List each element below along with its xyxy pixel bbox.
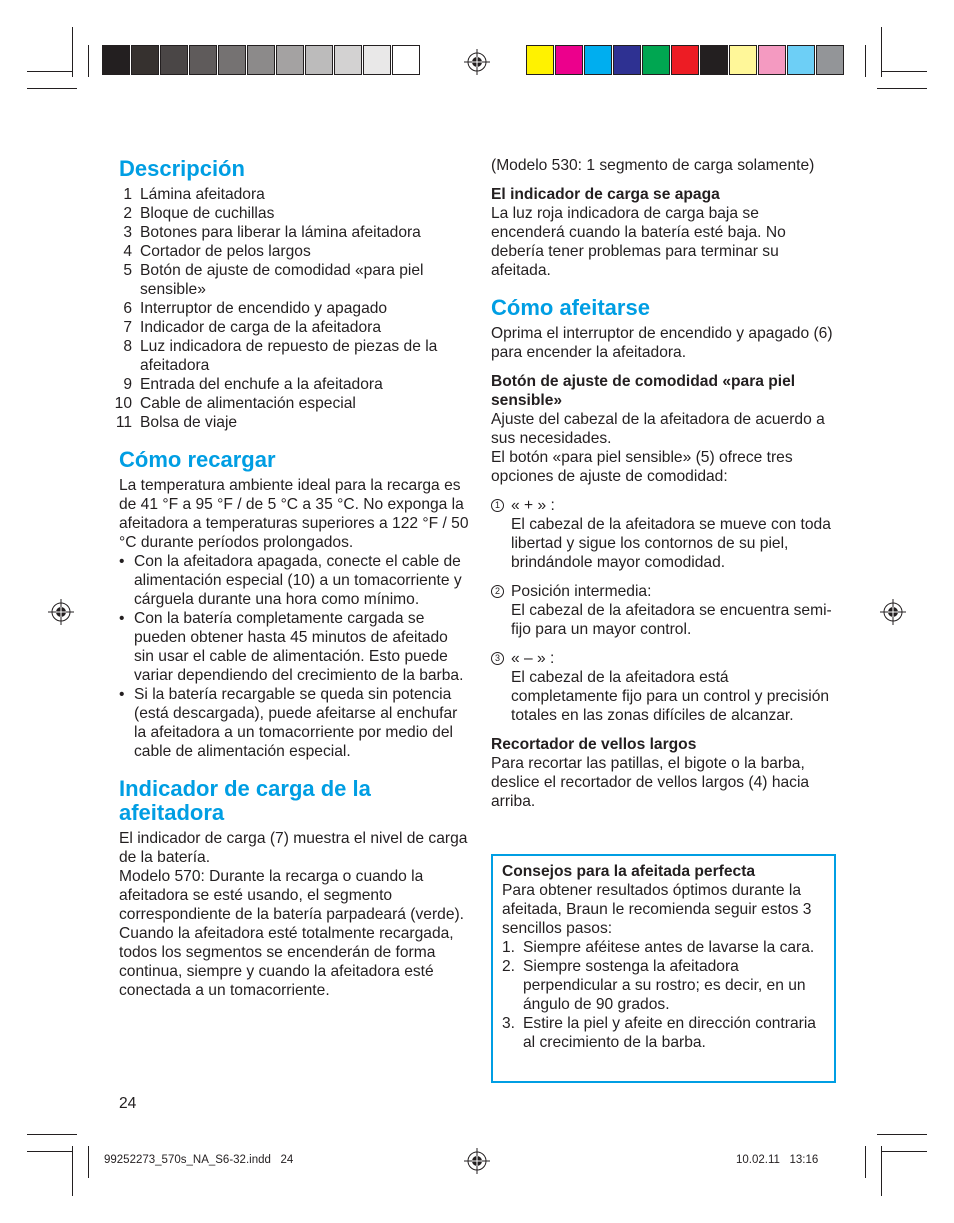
list-item [502,957,825,1014]
descripcion-heading: Descripción [119,156,245,181]
color-swatch [102,45,130,75]
bullet-icon: • [119,686,125,703]
boton-p1: Ajuste del cabezal de la afeitadora de acuerdo a sus necesidades. [491,411,825,447]
list-item [110,394,469,413]
item-number: 3 [123,224,132,241]
bullet-item [119,685,469,761]
option-body [511,649,836,725]
recargar-heading: Cómo recargar [119,447,276,472]
consejos-steps [502,938,825,1052]
circled-number-icon: 2 [491,585,504,598]
step-text: Siempre aféitese antes de lavarse la cara. [523,939,815,956]
crop-mark [27,1134,77,1135]
item-text: Interruptor de encendido y apagado [140,300,388,317]
item-text: Cortador de pelos largos [140,243,311,260]
item-text: Botón de ajuste de comodidad «para piel sensible» [140,262,424,298]
item-number: 11 [115,414,132,431]
list-item [110,242,469,261]
step-number: 1. [502,939,516,956]
option-label: « + » : [511,497,555,514]
footer-date: 10.02.11 13:16 [736,1154,819,1166]
consejos-intro: Para obtener resultados óptimos durante la afeitada, Braun le recomienda seguir estos 3 sencillos pasos: [502,882,812,937]
indicador-p3: (Modelo 530: 1 segmento de carga solamente) [491,157,815,174]
circled-number-icon: 1 [491,499,504,512]
color-swatch [218,45,246,75]
grayscale-color-bar [102,45,421,77]
bullet-icon: • [119,610,125,627]
color-swatch [131,45,159,75]
crop-mark [877,1134,927,1135]
bullet-item [119,552,469,609]
step-text: Siempre sostenga la afeitadora perpendicular a su rostro; es decir, en un ángulo de 90 grados. [523,958,806,1013]
crop-mark [881,27,882,77]
indicador-p1: El indicador de carga (7) muestra el nivel de carga de la batería. [119,830,468,866]
item-text: Bloque de cuchillas [140,205,275,222]
color-swatch [305,45,333,75]
indicador-heading: Indicador de carga de la afeitadora [119,776,371,825]
color-swatch [729,45,757,75]
list-item [110,261,469,299]
step-number: 2. [502,958,516,975]
list-item [110,299,469,318]
crop-mark [72,1146,73,1196]
crop-mark [877,88,927,89]
recortador-heading: Recortador de vellos largos [491,736,697,753]
list-item [110,413,469,432]
item-number: 1 [123,186,132,203]
color-swatch [334,45,362,75]
bullet-text: Con la afeitadora apagada, conecte el cable de alimentación especial (10) a un tomacorriente y cárguela durante una hora como mínimo. [134,553,462,608]
crop-mark [881,1146,882,1196]
crop-mark [27,88,77,89]
color-swatch [526,45,554,75]
recortador-text: Para recortar las patillas, el bigote o la barba, deslice el recortador de vellos largos (4) hacia arriba. [491,755,810,810]
item-text: Lámina afeitadora [140,186,265,203]
crop-mark [88,45,89,77]
afeitarse-heading: Cómo afeitarse [491,295,650,320]
color-swatch [363,45,391,75]
item-text: Bolsa de viaje [140,414,238,431]
option-text: El cabezal de la afeitadora está completamente fijo para un control y precisión totales en las zonas difíciles de alcanzar. [511,669,830,724]
color-swatch [700,45,728,75]
step-number: 3. [502,1015,516,1032]
crop-mark [882,1151,927,1152]
bullet-item [119,609,469,685]
option-label: Posición intermedia: [511,583,652,600]
crop-mark [865,45,866,77]
boton-heading: Botón de ajuste de comodidad «para piel sensible» [491,373,796,409]
item-text: Entrada del enchufe a la afeitadora [140,376,383,393]
item-number: 7 [123,319,132,336]
crop-mark [27,71,72,72]
item-text: Botones para liberar la lámina afeitadora [140,224,421,241]
color-swatch [613,45,641,75]
color-swatch [276,45,304,75]
color-swatch [189,45,217,75]
list-item [110,318,469,337]
item-number: 5 [123,262,132,279]
consejos-box [491,854,836,1083]
crop-mark [865,1146,866,1178]
recargar-intro: La temperatura ambiente ideal para la recarga es de 41 °F a 95 °F / de 5 °C a 35 °C. No exponga la afeitadora a temperaturas superiores a 122 °F / 50 °C durante períodos prolongados. [119,477,469,551]
descripcion-list [110,185,469,432]
option-label: « – » : [511,650,555,667]
boton-p2: El botón «para piel sensible» (5) ofrece tres opciones de ajuste de comodidad: [491,449,793,485]
afeitarse-intro: Oprima el interruptor de encendido y apagado (6) para encender la afeitadora. [491,325,833,361]
color-swatch [555,45,583,75]
registration-mark-icon [48,599,74,625]
consejos-heading: Consejos para la afeitada perfecta [502,863,756,880]
list-item [502,938,825,957]
color-swatch [247,45,275,75]
crop-mark [88,1146,89,1178]
list-item [110,337,469,375]
color-swatch [160,45,188,75]
comfort-options [491,496,836,725]
list-item [110,375,469,394]
color-swatch [584,45,612,75]
color-swatch [787,45,815,75]
step-text: Estire la piel y afeite en dirección contraria al crecimiento de la barba. [523,1015,816,1051]
item-text: Cable de alimentación especial [140,395,356,412]
option-body [511,496,836,572]
comfort-option [491,496,836,572]
circled-number-icon: 3 [491,652,504,665]
crop-mark [882,71,927,72]
item-number: 8 [123,338,132,355]
list-item [110,223,469,242]
bullet-icon: • [119,553,125,570]
color-swatch [671,45,699,75]
right-column [491,156,836,811]
option-text: El cabezal de la afeitadora se mueve con toda libertad y sigue los contornos de su piel, brindándole mayor comodidad. [511,516,831,571]
color-swatch [392,45,420,75]
bullet-text: Con la batería completamente cargada se pueden obtener hasta 45 minutos de afeitado sin usar el cable de alimentación. Esto puede variar dependiendo del crecimiento de la barba. [134,610,464,684]
indicador-p2: Modelo 570: Durante la recarga o cuando la afeitadora se esté usando, el segmento correspondiente de la batería parpadeará (verde). Cuando la afeitadora esté totalmente recargada, todos los segmentos se encenderán de forma continua, siempre y cuando la afeitadora esté conectada a un tomacorriente. [119,868,465,999]
footer-file: 99252273_570s_NA_S6-32.indd 24 [104,1154,294,1166]
crop-mark [27,1151,72,1152]
apaga-text: La luz roja indicadora de carga baja se encenderá cuando la batería esté baja. No debería tener problemas para terminar su afeitada. [491,205,786,279]
option-body [511,582,836,639]
registration-mark-icon [880,599,906,625]
list-item [110,204,469,223]
item-number: 6 [123,300,132,317]
color-swatch [758,45,786,75]
item-text: Luz indicadora de repuesto de piezas de la afeitadora [140,338,438,374]
crop-mark [72,27,73,77]
apaga-heading: El indicador de carga se apaga [491,186,720,203]
page-number: 24 [119,1095,137,1112]
registration-mark-icon [464,49,490,75]
left-column [114,156,469,1000]
list-item [502,1014,825,1052]
list-item [110,185,469,204]
bullet-text: Si la batería recargable se queda sin potencia (está descargada), puede afeitarse al enchufar la afeitadora a un tomacorriente por medio del cable de alimentación especial. [134,686,458,760]
item-number: 4 [123,243,132,260]
item-number: 9 [123,376,132,393]
comfort-option [491,582,836,639]
process-color-bar [526,45,845,77]
registration-mark-icon [464,1148,490,1174]
option-text: El cabezal de la afeitadora se encuentra semi-fijo para un mayor control. [511,602,832,638]
color-swatch [642,45,670,75]
comfort-option [491,649,836,725]
item-text: Indicador de carga de la afeitadora [140,319,382,336]
item-number: 2 [123,205,132,222]
color-swatch [816,45,844,75]
item-number: 10 [114,395,132,412]
recargar-bullets [119,552,469,761]
